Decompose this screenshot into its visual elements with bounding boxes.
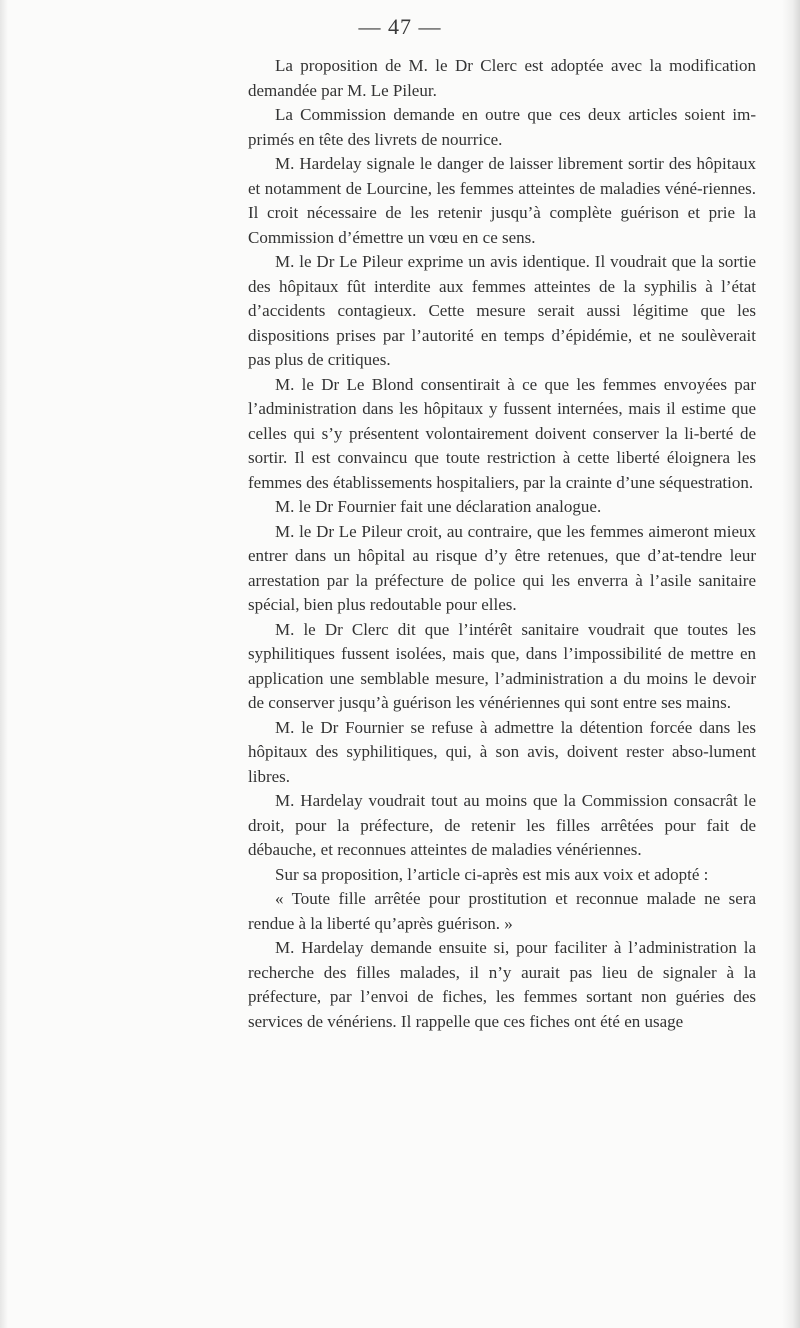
paragraph: M. le Dr Le Blond consentirait à ce que les femmes envoyées par l’administration dans les hôpitaux y fussent internées, mais il estime que celles qui s’y présentent volontairement doivent conserver la li-berté de sortir. Il est convaincu que toute restriction à cette liberté éloignera les femmes des établissements hospitaliers, par la crainte d’une séquestration. bbox=[248, 374, 756, 492]
paragraph: M. Hardelay voudrait tout au moins que la Commission consacrât le droit, pour la préfecture, de retenir les filles arrêtées pour fait de débauche, et reconnues atteintes de maladies vénériennes. bbox=[248, 791, 756, 859]
paragraph: M. Hardelay demande ensuite si, pour faciliter à l’administration la recherche des filles malades, il n’y aurait pas lieu de signaler à la préfecture, par l’envoi de fiches, les femmes sortant non guéries des services de vénériens. Il rappelle que ces fiches ont été en usage bbox=[248, 938, 756, 1031]
paragraph: La Commission demande en outre que ces deux articles soient im-primés en tête des livrets de nourrice. bbox=[248, 105, 756, 149]
paragraph: M. le Dr Clerc dit que l’intérêt sanitaire voudrait que toutes les syphilitiques fussent isolées, mais que, dans l’impossibilité de mettre en application une semblable mesure, l’administration a du moins le devoir de conserver jusqu’à guérison les vénériennes qui sont entre ses mains. bbox=[248, 619, 756, 712]
paragraph: La proposition de M. le Dr Clerc est adoptée avec la modification demandée par M. Le Pileur. bbox=[248, 56, 756, 100]
page-gutter-shadow bbox=[0, 0, 8, 1328]
paragraph: M. le Dr Fournier se refuse à admettre la détention forcée dans les hôpitaux des syphilitiques, qui, à son avis, doivent rester abso-lument libres. bbox=[248, 717, 756, 786]
paragraph: M. le Dr Le Pileur croit, au contraire, que les femmes aimeront mieux entrer dans un hôpital au risque d’y être retenues, que d’at-tendre leur arrestation par la préfecture de police qui les enverra à l’asile sanitaire spécial, bien plus redoutable pour elles. bbox=[248, 521, 756, 614]
page-edge-shadow bbox=[782, 0, 800, 1328]
quoted-article: « Toute fille arrêtée pour prostitution et reconnue malade ne sera rendue à la liberté qu’après guérison. » bbox=[248, 889, 756, 933]
paragraph: M. le Dr Le Pileur exprime un avis identique. Il voudrait que la sortie des hôpitaux fût interdite aux femmes atteintes de la syphilis à l’état d’accidents contagieux. Cette mesure serait aussi légitime que les dispositions prises par l’autorité en temps d’épidémie, et ne soulèverait pas plus de critiques. bbox=[248, 252, 756, 369]
body-text bbox=[248, 54, 756, 1034]
paragraph: M. Hardelay signale le danger de laisser librement sortir des hôpitaux et notamment de Lourcine, les femmes atteintes de maladies véné-riennes. Il croit nécessaire de les retenir jusqu’à complète guérison et prie la Commission d’émettre un vœu en ce sens. bbox=[248, 154, 756, 247]
paragraph: M. le Dr Fournier fait une déclaration analogue. bbox=[275, 497, 602, 516]
page-number: — 47 — bbox=[358, 14, 442, 39]
paragraph: Sur sa proposition, l’article ci-après est mis aux voix et adopté : bbox=[275, 864, 709, 884]
